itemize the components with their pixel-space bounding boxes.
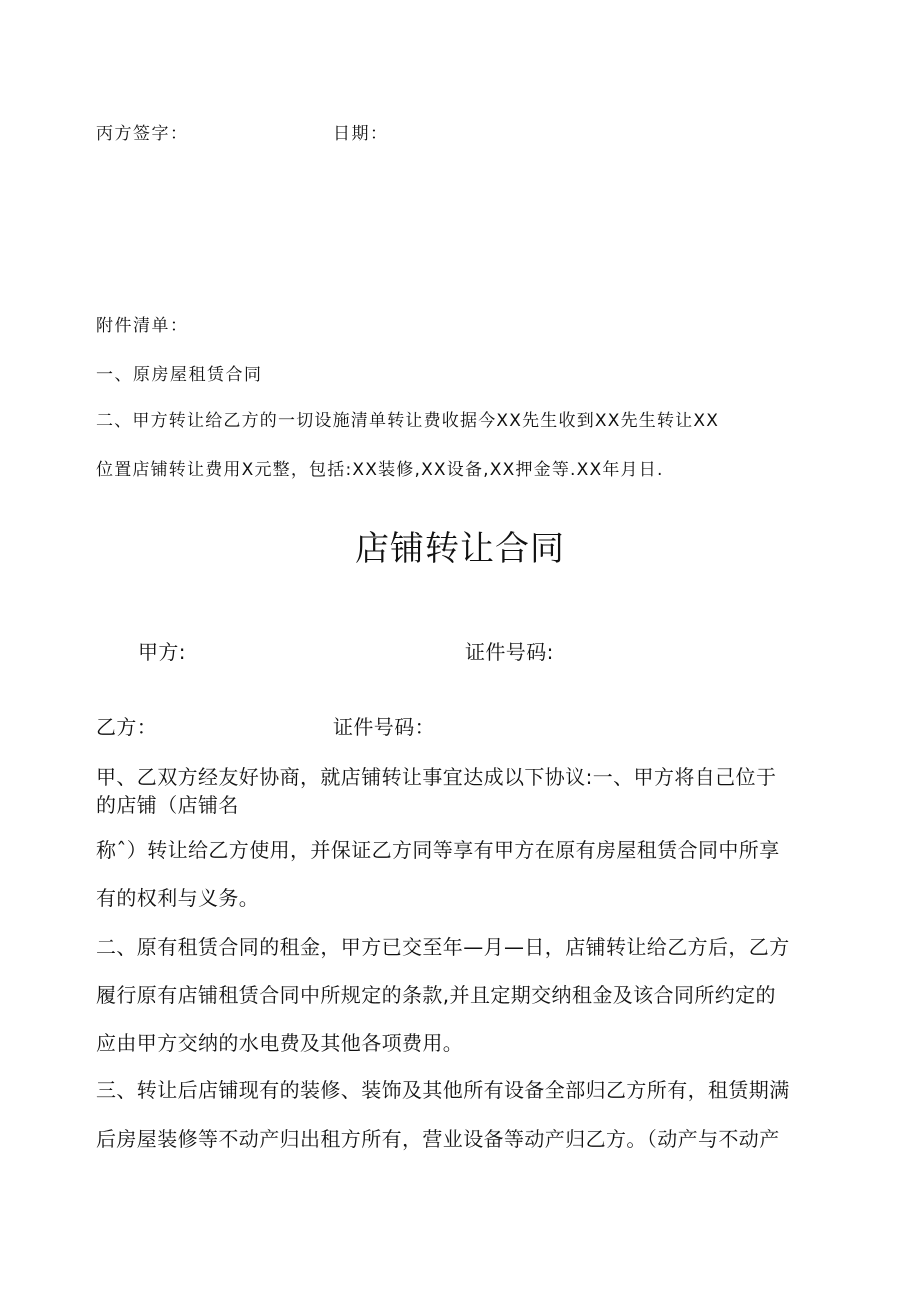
- party-a-id-label: 证件号码:: [465, 640, 554, 664]
- body-line: 三、转让后店铺现有的装修、装饰及其他所有设备全部归乙方所有，租赁期满: [96, 1078, 790, 1102]
- attachment-heading: 附件清单：: [96, 316, 189, 336]
- body-line: 的店铺（店铺名: [96, 793, 239, 817]
- attachment-item-1: 一、原房屋租赁合同: [96, 365, 263, 385]
- attachment-item-2-line-2: 位置店铺转让费用X元整，包括:XX装修,XX设备,XX押金等.XX年月日.: [96, 460, 664, 480]
- body-line: 称ˆ）转让给乙方使用，并保证乙方同等享有甲方在原有房屋租赁合同中所享: [96, 838, 780, 862]
- party-b-label: 乙方：: [96, 715, 158, 739]
- contract-title: 店铺转让合同: [355, 529, 565, 569]
- attachment-item-2-line-1: 二、甲方转让给乙方的一切设施清单转让费收据今XX先生收到XX先生转让XX: [96, 411, 720, 431]
- party-c-signature-label: 丙方签字：: [96, 124, 189, 144]
- body-line: 甲、乙双方经友好协商，就店铺转让事宜达成以下协议:一、甲方将自己位于: [96, 765, 777, 789]
- party-a-label: 甲方:: [138, 640, 186, 664]
- date-label: 日期：: [333, 124, 389, 144]
- body-line: 应由甲方交纳的水电费及其他各项费用。: [96, 1031, 464, 1055]
- party-b-id-label: 证件号码：: [333, 715, 435, 739]
- body-line: 后房屋装修等不动产归出租方所有，营业设备等动产归乙方。（动产与不动产: [96, 1127, 780, 1151]
- body-line: 履行原有店铺租赁合同中所规定的条款,并且定期交纳租金及该合同所约定的: [96, 983, 776, 1007]
- body-line: 二、原有租赁合同的租金，甲方已交至年—月—日，店铺转让给乙方后，乙方: [96, 935, 790, 959]
- body-line: 有的权利与义务。: [96, 886, 260, 910]
